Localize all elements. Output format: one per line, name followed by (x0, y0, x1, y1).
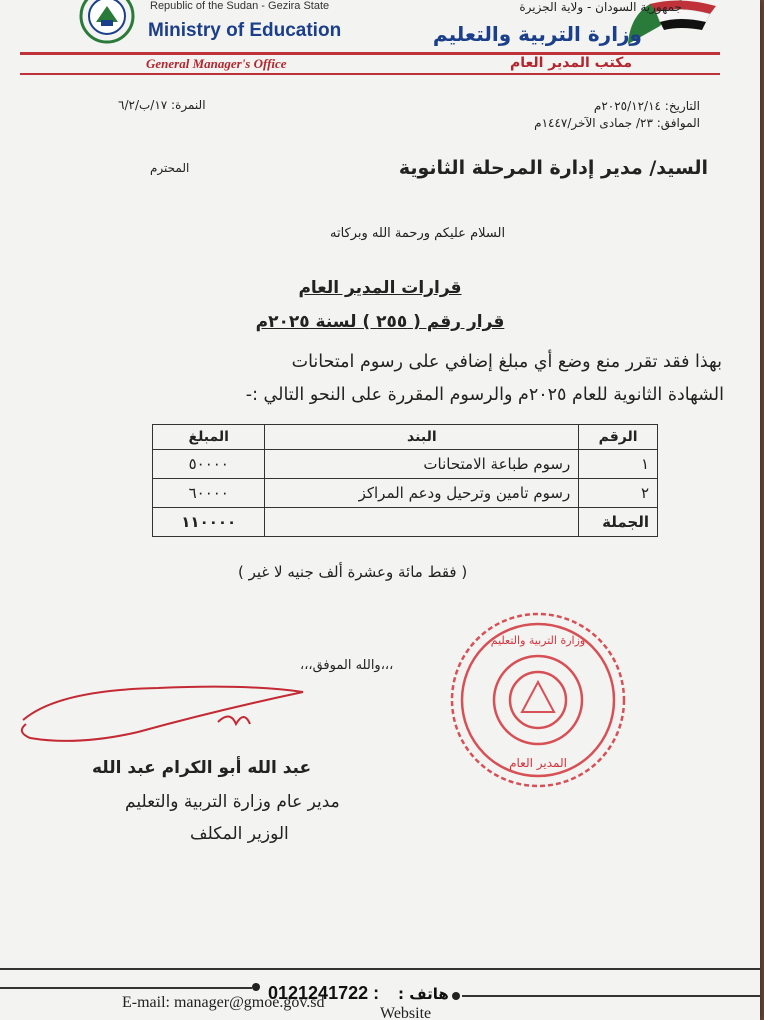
en-ministry-title: Ministry of Education (148, 20, 342, 41)
website-label: Website (380, 1005, 432, 1020)
total-label: الجملة (579, 508, 658, 537)
date-block (534, 98, 700, 132)
stamp-bottom-text: المدير العام (509, 756, 567, 770)
footer-bullet (452, 992, 460, 1000)
header-amount: المبلغ (153, 425, 265, 450)
stamp-top-text: وزارة التربية والتعليم (490, 634, 586, 647)
signatory-name: عبد الله أبو الكرام عبد الله (92, 758, 312, 778)
body-line-1: بهذا فقد تقرر منع وضع أي مبلغ إضافي على رسوم امتحانات (291, 352, 722, 372)
table-row (153, 479, 658, 508)
handwritten-signature (18, 680, 318, 750)
table-total-row (153, 508, 658, 537)
row-amount: ٦٠٠٠٠ (153, 479, 265, 508)
addressee: السيد/ مدير إدارة المرحلة الثانوية (398, 157, 708, 179)
signatory-role: الوزير المكلف (190, 824, 289, 844)
en-state-label: Republic of the Sudan - Gezira State (150, 0, 330, 12)
row-item: رسوم تامين وترحيل ودعم المراكز (265, 479, 579, 508)
header-item: البند (265, 425, 579, 450)
header-number: الرقم (579, 425, 658, 450)
body-line-2: الشهادة الثانوية للعام ٢٠٢٥م والرسوم المقررة على النحو التالي :- (245, 385, 724, 405)
hijri-date-line: الموافق: ٢٣/ جمادى الآخر/١٤٤٧م (534, 116, 700, 130)
fees-table (152, 424, 658, 537)
email-address: E-mail: manager@gmoe.gov.sd (122, 994, 325, 1011)
closing-phrase: ،،،والله الموفق،،، (300, 658, 394, 673)
row-number: ١ (579, 450, 658, 479)
row-amount: ٥٠٠٠٠ (153, 450, 265, 479)
ar-office-label: مكتب المدير العام (509, 55, 632, 71)
header-divider-bottom (20, 73, 720, 75)
reference-number: النمرة: ١٧/ب/٦/٢ (118, 98, 206, 112)
greeting: السلام عليكم ورحمة الله وبركاته (330, 226, 506, 241)
date-line: التاريخ: ٢٠٢٥/١٢/١٤م (593, 99, 700, 113)
footer-rule-right (462, 995, 760, 997)
total-empty-cell (265, 508, 579, 537)
table-header-row (153, 425, 658, 450)
phone-number: 0121241722 : (268, 983, 380, 1003)
table-row (153, 450, 658, 479)
phone-label: هاتف : (398, 985, 449, 1003)
ar-ministry-title: وزارة التربية والتعليم (432, 22, 642, 46)
footer-rule-left (0, 987, 252, 989)
signatory-title: مدير عام وزارة التربية والتعليم (125, 792, 340, 812)
row-number: ٢ (579, 479, 658, 508)
footer-bullet (252, 983, 260, 991)
row-item: رسوم طباعة الامتحانات (265, 450, 579, 479)
amount-in-words: ( فقط مائة وعشرة ألف جنيه لا غير ) (238, 563, 468, 581)
footer-divider (0, 968, 760, 970)
official-stamp (440, 602, 634, 794)
ministry-seal-icon (72, 0, 142, 44)
respect-label: المحترم (150, 161, 190, 175)
total-amount: ١١٠٠٠٠ (153, 508, 265, 537)
decision-heading: قرارات المدير العام (298, 278, 462, 298)
decision-number: قرار رقم ( ٢٥٥ ) لسنة ٢٠٢٥م (255, 312, 505, 332)
ar-state-label: جمهورية السودان - ولاية الجزيرة (519, 0, 682, 14)
en-office-label: General Manager's Office (146, 56, 287, 71)
